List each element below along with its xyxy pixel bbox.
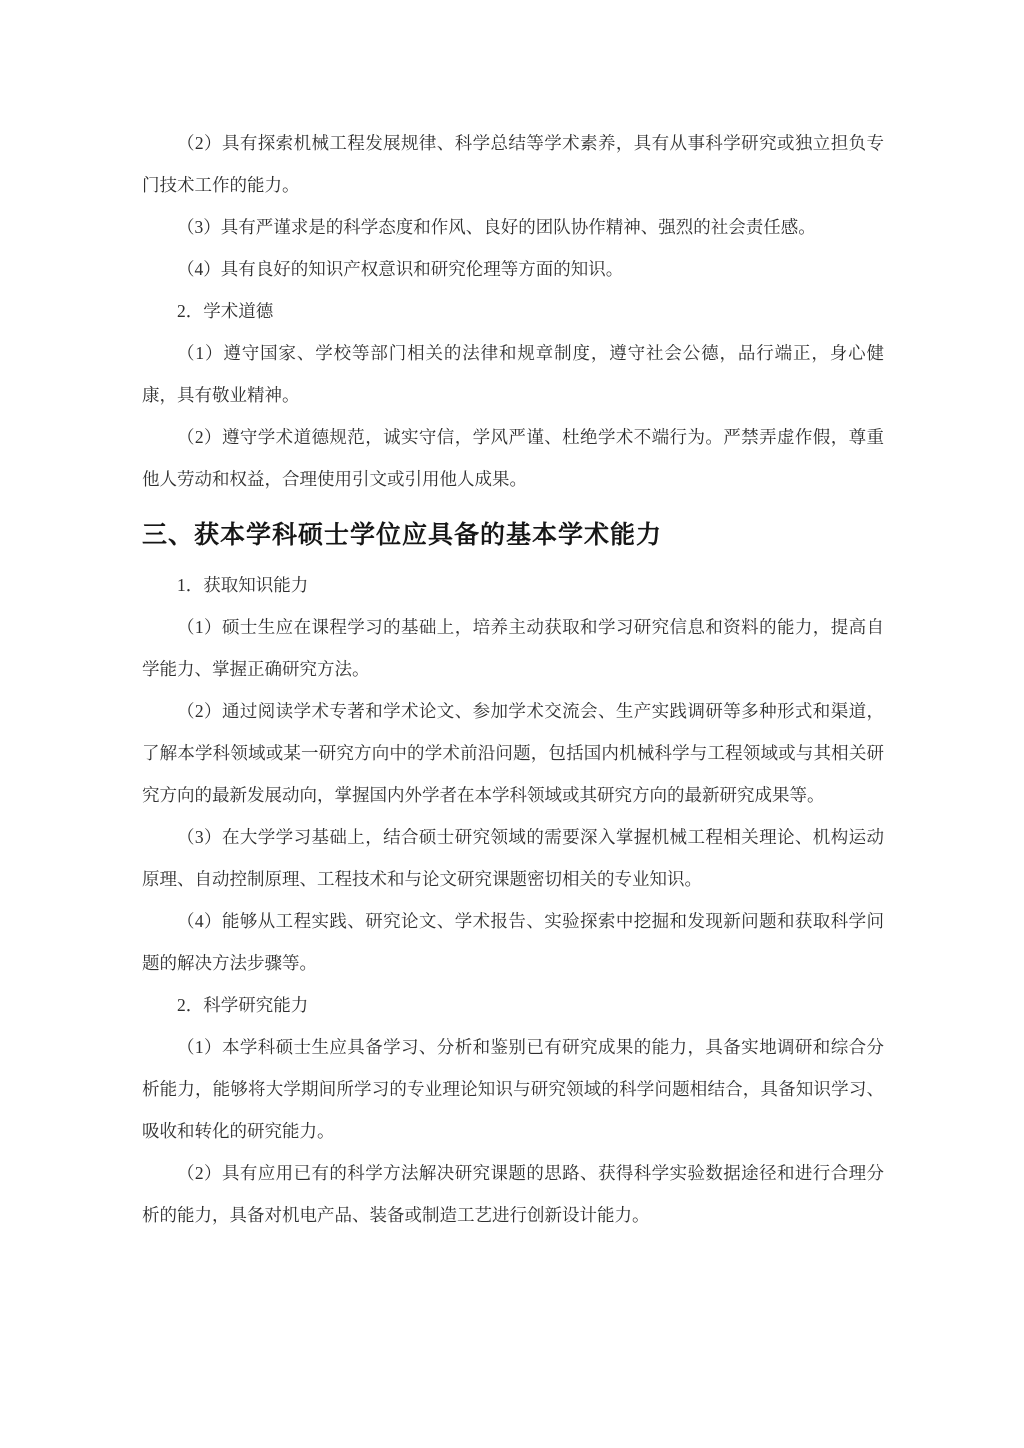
subheading-research-ability: 2．科学研究能力 bbox=[177, 995, 309, 1015]
paragraph-research-1: （1）本学科硕士生应具备学习、分析和鉴别已有研究成果的能力，具备实地调研和综合分析能力，能够将大学期间所学习的专业理论知识与研究领域的科学问题相结合，具备知识学习、吸收和转化的研究能力。 bbox=[142, 1037, 884, 1141]
section-heading-basic-academic-ability: 三、获本学科硕士学位应具备的基本学术能力 bbox=[142, 521, 663, 549]
paragraph-knowledge-3: （3）在大学学习基础上，结合硕士研究领域的需要深入掌握机械工程相关理论、机构运动原理、自动控制原理、工程技术和与论文研究课题密切相关的专业知识。 bbox=[142, 827, 884, 889]
paragraph-ethics-2: （2）遵守学术道德规范，诚实守信，学风严谨、杜绝学术不端行为。严禁弄虚作假，尊重他人劳动和权益，合理使用引文或引用他人成果。 bbox=[142, 427, 884, 489]
paragraph-moral-quality-2: （2）具有探索机械工程发展规律、科学总结等学术素养，具有从事科学研究或独立担负专门技术工作的能力。 bbox=[142, 133, 884, 195]
paragraph-knowledge-4: （4）能够从工程实践、研究论文、学术报告、实验探索中挖掘和发现新问题和获取科学问题的解决方法步骤等。 bbox=[142, 911, 884, 973]
paragraph-ethics-1: （1）遵守国家、学校等部门相关的法律和规章制度，遵守社会公德，品行端正，身心健康，具有敬业精神。 bbox=[142, 343, 884, 405]
paragraph-moral-quality-4: （4）具有良好的知识产权意识和研究伦理等方面的知识。 bbox=[177, 259, 624, 279]
paragraph-knowledge-1: （1）硕士生应在课程学习的基础上，培养主动获取和学习研究信息和资料的能力，提高自学能力、掌握正确研究方法。 bbox=[142, 617, 884, 679]
document-body bbox=[142, 122, 884, 1236]
paragraph-knowledge-2: （2）通过阅读学术专著和学术论文、参加学术交流会、生产实践调研等多种形式和渠道，了解本学科领域或某一研究方向中的学术前沿问题，包括国内机械科学与工程领域或与其相关研究方向的最新发展动向，掌握国内外学者在本学科领域或其研究方向的最新研究成果等。 bbox=[142, 701, 884, 805]
paragraph-research-2: （2）具有应用已有的科学方法解决研究课题的思路、获得科学实验数据途径和进行合理分析的能力，具备对机电产品、装备或制造工艺进行创新设计能力。 bbox=[142, 1163, 884, 1225]
subheading-academic-ethics: 2．学术道德 bbox=[177, 301, 274, 321]
paragraph-moral-quality-3: （3）具有严谨求是的科学态度和作风、良好的团队协作精神、强烈的社会责任感。 bbox=[177, 217, 816, 237]
subheading-knowledge-acquisition: 1．获取知识能力 bbox=[177, 575, 309, 595]
